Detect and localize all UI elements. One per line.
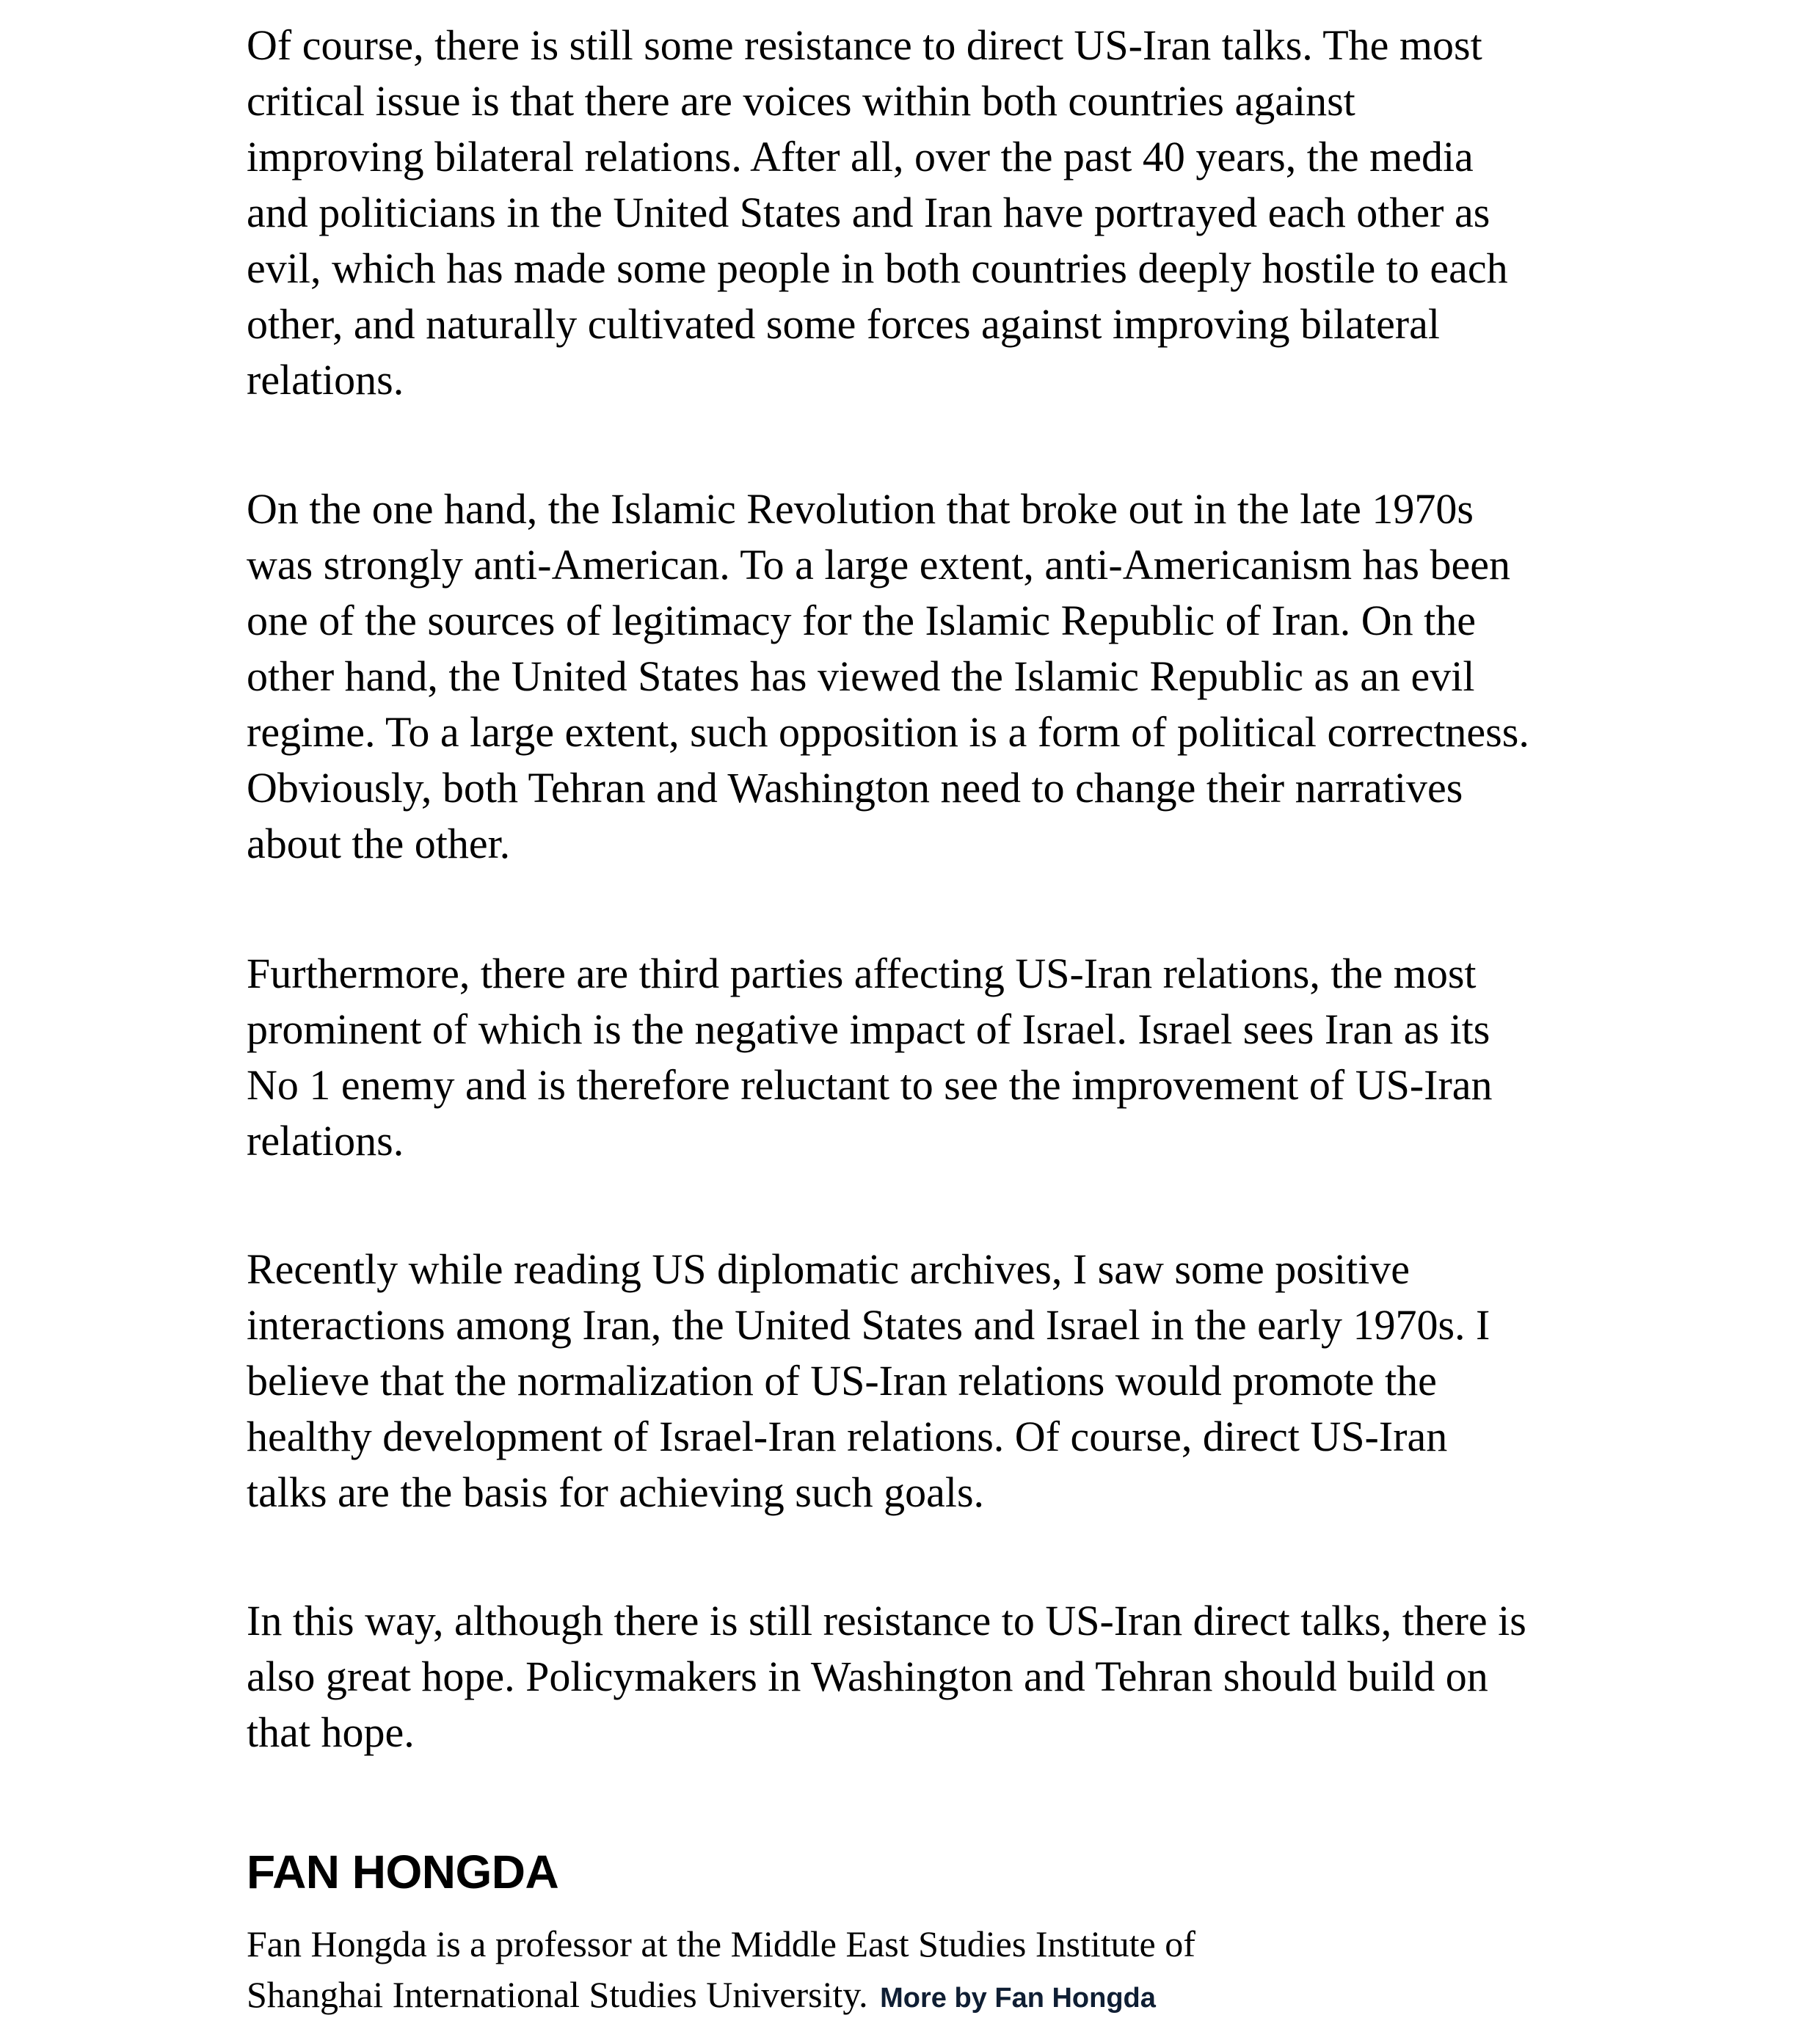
paragraph-line: about the other. — [247, 820, 511, 867]
paragraph-line: evil, which has made some people in both countries deeply hostile to each — [247, 244, 1508, 292]
paragraph-line: relations. — [247, 1117, 404, 1165]
author-name: FAN HONGDA — [247, 1846, 559, 1898]
paragraph-line: On the one hand, the Islamic Revolution that broke out in the late 1970s — [247, 485, 1474, 533]
paragraph-line: one of the sources of legitimacy for the Islamic Republic of Iran. On the — [247, 597, 1477, 644]
paragraph-line: improving bilateral relations. After all, over the past 40 years, the media — [247, 133, 1474, 181]
paragraph-line: talks are the basis for achieving such goals. — [247, 1468, 985, 1516]
paragraph-line: other, and naturally cultivated some forces against improving bilateral — [247, 300, 1440, 348]
paragraph-line: Obviously, both Tehran and Washington need to change their narratives — [247, 764, 1463, 812]
article-paragraph-5 — [247, 1593, 1582, 1760]
author-bio-line — [247, 1970, 1582, 2020]
paragraph-line: that hope. — [247, 1708, 415, 1756]
paragraph-line: critical issue is that there are voices within both countries against — [247, 77, 1355, 125]
paragraph-line: Recently while reading US diplomatic archives, I saw some positive — [247, 1245, 1410, 1293]
paragraph-line: Furthermore, there are third parties affecting US-Iran relations, the most — [247, 950, 1477, 997]
author-bio-text: Shanghai International Studies University. — [247, 1974, 868, 2015]
author-bio-line: Fan Hongda is a professor at the Middle East Studies Institute of — [247, 1923, 1195, 1964]
paragraph-line: In this way, although there is still resistance to US-Iran direct talks, there is — [247, 1597, 1526, 1644]
paragraph-line: No 1 enemy and is therefore reluctant to see the improvement of US-Iran — [247, 1061, 1493, 1109]
paragraph-line: regime. To a large extent, such opposition is a form of political correctness. — [247, 708, 1529, 756]
paragraph-line: Of course, there is still some resistance to direct US-Iran talks. The most — [247, 21, 1482, 69]
more-by-author-link[interactable]: More by Fan Hongda — [880, 1983, 1156, 2014]
article-paragraph-4 — [247, 1242, 1582, 1520]
paragraph-line: relations. — [247, 356, 404, 404]
paragraph-line: was strongly anti-American. To a large extent, anti-Americanism has been — [247, 541, 1510, 589]
author-bio — [247, 1919, 1582, 2020]
paragraph-line: interactions among Iran, the United States and Israel in the early 1970s. I — [247, 1301, 1490, 1349]
paragraph-line: healthy development of Israel-Iran relations. Of course, direct US-Iran — [247, 1413, 1448, 1460]
paragraph-line: other hand, the United States has viewed the Islamic Republic as an evil — [247, 652, 1475, 700]
paragraph-line: believe that the normalization of US-Iran relations would promote the — [247, 1357, 1437, 1405]
article-paragraph-1 — [247, 18, 1582, 408]
paragraph-line: and politicians in the United States and Iran have portrayed each other as — [247, 189, 1490, 236]
article-paragraph-3 — [247, 946, 1582, 1169]
paragraph-line: also great hope. Policymakers in Washington and Tehran should build on — [247, 1653, 1488, 1700]
paragraph-line: prominent of which is the negative impact of Israel. Israel sees Iran as its — [247, 1005, 1490, 1053]
article-paragraph-2 — [247, 481, 1582, 872]
